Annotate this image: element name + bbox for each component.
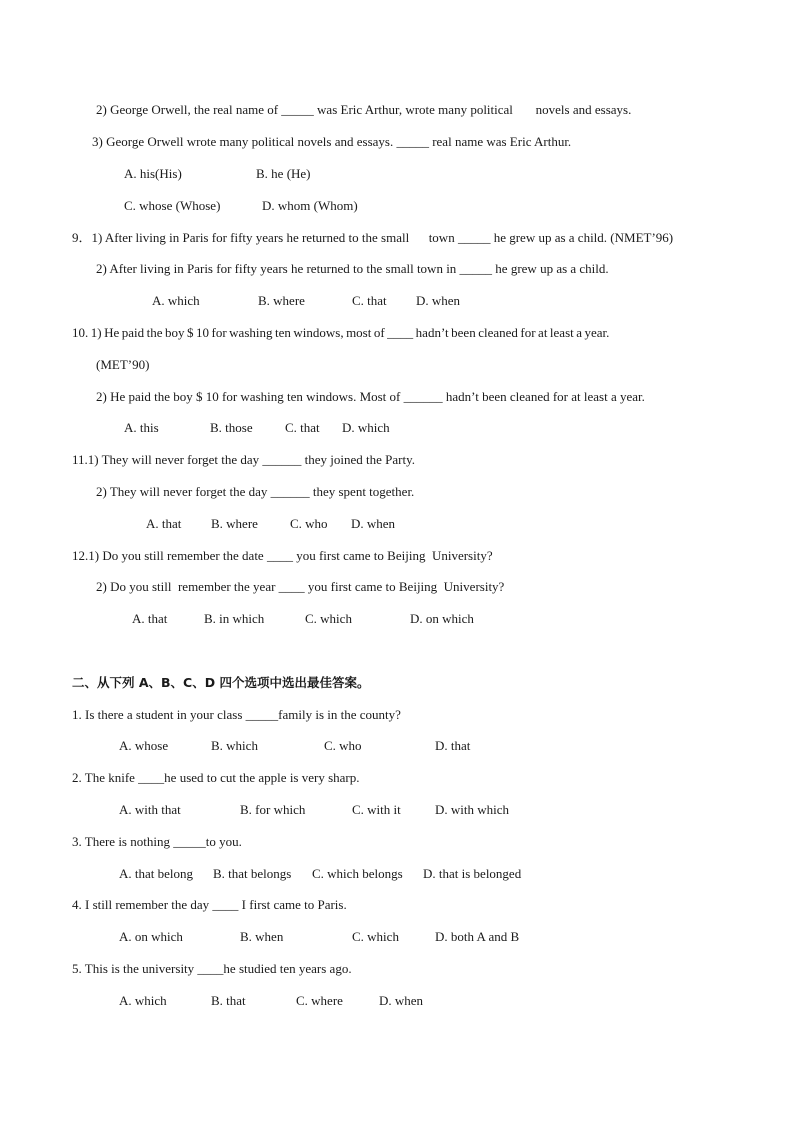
q9-sentence-1: 9．1) After living in Paris for fifty years he returned to the small town _____ he grew up as a child. (NMET’96) [72,230,674,245]
p2-q4-option-d: D. both A and B [435,929,520,944]
p2-q5-option-b: B. that [211,993,246,1008]
q12-option-d: D. on which [410,611,474,626]
q11-sentence-2: 2) They will never forget the day ______ they spent together. [96,484,415,499]
q10-sentence-1: 10. 1) He paid the boy $ 10 for washing ten windows, most of ____ hadn’t been cleaned for at least a year. [72,325,610,340]
q11-option-a: A. that [146,516,182,531]
p2-q5-stem: 5. This is the university ____he studied ten years ago. [72,961,352,976]
q9-option-d: D. when [416,293,461,308]
q8-option-d: D. whom (Whom) [262,198,358,213]
q11-sentence-1: 11.1) They will never forget the day ______ they joined the Party. [72,452,415,467]
q8-sentence-3: 3) George Orwell wrote many political novels and essays. _____ real name was Eric Arthur. [92,134,572,149]
q8-option-b: B. he (He) [256,166,311,181]
q10-sentence-1-source: (MET’90) [96,357,150,372]
section-heading: 二、从下列 A、B、C、D 四个选项中选出最佳答案。 [72,675,370,690]
p2-q1-option-b: B. which [211,738,258,753]
q12-option-c: C. which [305,611,352,626]
p2-q1-option-a: A. whose [119,738,169,753]
p2-q5-option-a: A. which [119,993,167,1008]
p2-q2-option-d: D. with which [435,802,510,817]
q10-option-b: B. those [210,420,253,435]
p2-q3-stem: 3. There is nothing _____to you. [72,834,242,849]
p2-q2-option-a: A. with that [119,802,181,817]
q10-option-a: A. this [124,420,159,435]
q10-sentence-2: 2) He paid the boy $ 10 for washing ten windows. Most of ______ hadn’t been cleaned for at least a year. [96,389,645,404]
q12-sentence-2: 2) Do you still remember the year ____ you first came to Beijing University? [96,579,505,594]
q12-option-a: A. that [132,611,168,626]
p2-q3-option-b: B. that belongs [213,866,292,881]
q12-sentence-1: 12.1) Do you still remember the date ____ you first came to Beijing University? [72,548,493,563]
q10-option-c: C. that [285,420,320,435]
p2-q3-option-a: A. that belong [119,866,194,881]
q9-option-c: C. that [352,293,387,308]
q8-option-c: C. whose (Whose) [124,198,221,213]
q11-option-d: D. when [351,516,396,531]
q12-option-b: B. in which [204,611,265,626]
p2-q1-option-c: C. who [324,738,362,753]
p2-q2-option-c: C. with it [352,802,401,817]
q11-option-b: B. where [211,516,258,531]
p2-q4-stem: 4. I still remember the day ____ I first came to Paris. [72,897,347,912]
p2-q3-option-c: C. which belongs [312,866,403,881]
q9-option-b: B. where [258,293,305,308]
q8-option-a: A. his(His) [124,166,182,181]
q11-option-c: C. who [290,516,328,531]
q8-sentence-2: 2) George Orwell, the real name of _____ was Eric Arthur, wrote many political novels and essays. [96,102,632,117]
p2-q1-option-d: D. that [435,738,471,753]
p2-q3-option-d: D. that is belonged [423,866,522,881]
p2-q5-option-d: D. when [379,993,424,1008]
p2-q1-stem: 1. Is there a student in your class _____family is in the county? [72,707,401,722]
p2-q4-option-a: A. on which [119,929,183,944]
p2-q4-option-b: B. when [240,929,284,944]
q9-sentence-2: 2) After living in Paris for fifty years he returned to the small town in _____ he grew up as a child. [96,261,609,276]
q9-option-a: A. which [152,293,200,308]
p2-q2-stem: 2. The knife ____he used to cut the apple is very sharp. [72,770,360,785]
p2-q2-option-b: B. for which [240,802,306,817]
q10-option-d: D. which [342,420,390,435]
p2-q5-option-c: C. where [296,993,343,1008]
p2-q4-option-c: C. which [352,929,399,944]
